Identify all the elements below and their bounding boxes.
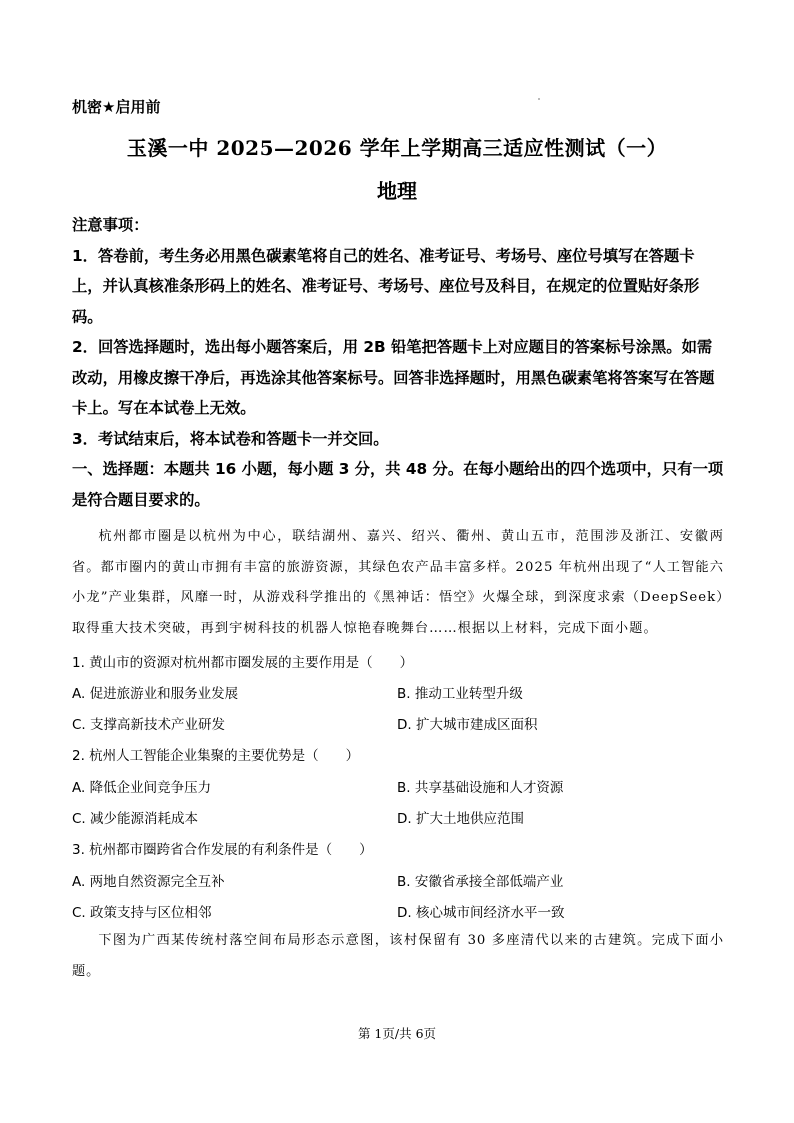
question-stem: 2. 杭州人工智能企业集聚的主要优势是（ ） — [72, 748, 360, 764]
option-b: B. 安徽省承接全部低端产业 — [397, 874, 564, 890]
option-c: C. 支撑高新技术产业研发 — [72, 717, 226, 733]
option-c: C. 减少能源消耗成本 — [72, 811, 199, 827]
option-d: D. 核心城市间经济水平一致 — [397, 905, 565, 921]
option-a: A. 两地自然资源完全互补 — [72, 874, 225, 890]
exam-title: 玉溪一中 2025—2026 学年上学期高三适应性测试（一） — [126, 136, 668, 160]
option-d: D. 扩大城市建成区面积 — [397, 717, 538, 733]
option-b: B. 共享基础设施和人才资源 — [397, 780, 564, 796]
option-a: A. 降低企业间竞争压力 — [72, 780, 212, 796]
question-stem: 1. 黄山市的资源对杭州都市圈发展的主要作用是（ ） — [72, 655, 414, 671]
reading-passage: 杭州都市圈是以杭州为中心，联结湖州、嘉兴、绍兴、衢州、黄山五市，范围涉及浙江、安徽两省。都市圈内的黄山市拥有丰富的旅游资源，其绿色农产品丰富多样。2025 年杭州出现了“人工智能六小龙”产业集群，风靡一时，从游戏科学推出的《黑神话：悟空》火爆全球，到深度求索（DeepSeek）取得重大技术突破，再到宇树科技的机器人惊艳春晚舞台……根据以上材料，完成下面小题。 — [72, 529, 724, 637]
page-footer: 第 1页/共 6页 — [357, 1026, 437, 1041]
note-item: 2．回答选择题时，选出每小题答案后，用 2B 铅笔把答题卡上对应题目的答案标号涂黑。如需改动，用橡皮擦干净后，再选涂其他答案标号。回答非选择题时，用黑色碳素笔将答案写在答题卡上。写在本试卷上无效。 — [72, 338, 715, 417]
note-item: 1．答卷前，考生务必用黑色碳素笔将自己的姓名、准考证号、考场号、座位号填写在答题卡上，并认真核准条形码上的姓名、准考证号、考场号、座位号及科目，在规定的位置贴好条形码。 — [72, 246, 700, 326]
option-c: C. 政策支持与区位相邻 — [72, 905, 212, 921]
subject-title: 地理 — [377, 179, 417, 203]
option-d: D. 扩大土地供应范围 — [397, 811, 524, 827]
question-stem: 3. 杭州都市圈跨省合作发展的有利条件是（ ） — [72, 842, 373, 858]
exam-notes — [72, 210, 724, 515]
scan-dot — [538, 98, 540, 100]
notes-heading: 注意事项： — [72, 216, 149, 234]
option-b: B. 推动工业转型升级 — [397, 686, 523, 702]
figure-intro: 下图为广西某传统村落空间布局形态示意图，该村保留有 30 多座清代以来的古建筑。完成下面小题。 — [72, 933, 724, 979]
option-a: A. 促进旅游业和服务业发展 — [72, 686, 239, 702]
section-heading: 一、选择题：本题共 16 小题，每小题 3 分，共 48 分。在每小题给出的四个选项中，只有一项是符合题目要求的。 — [72, 460, 724, 509]
secret-label: 机密★启用前 — [72, 98, 161, 116]
note-item: 3．考试结束后，将本试卷和答题卡一并交回。 — [72, 429, 389, 448]
